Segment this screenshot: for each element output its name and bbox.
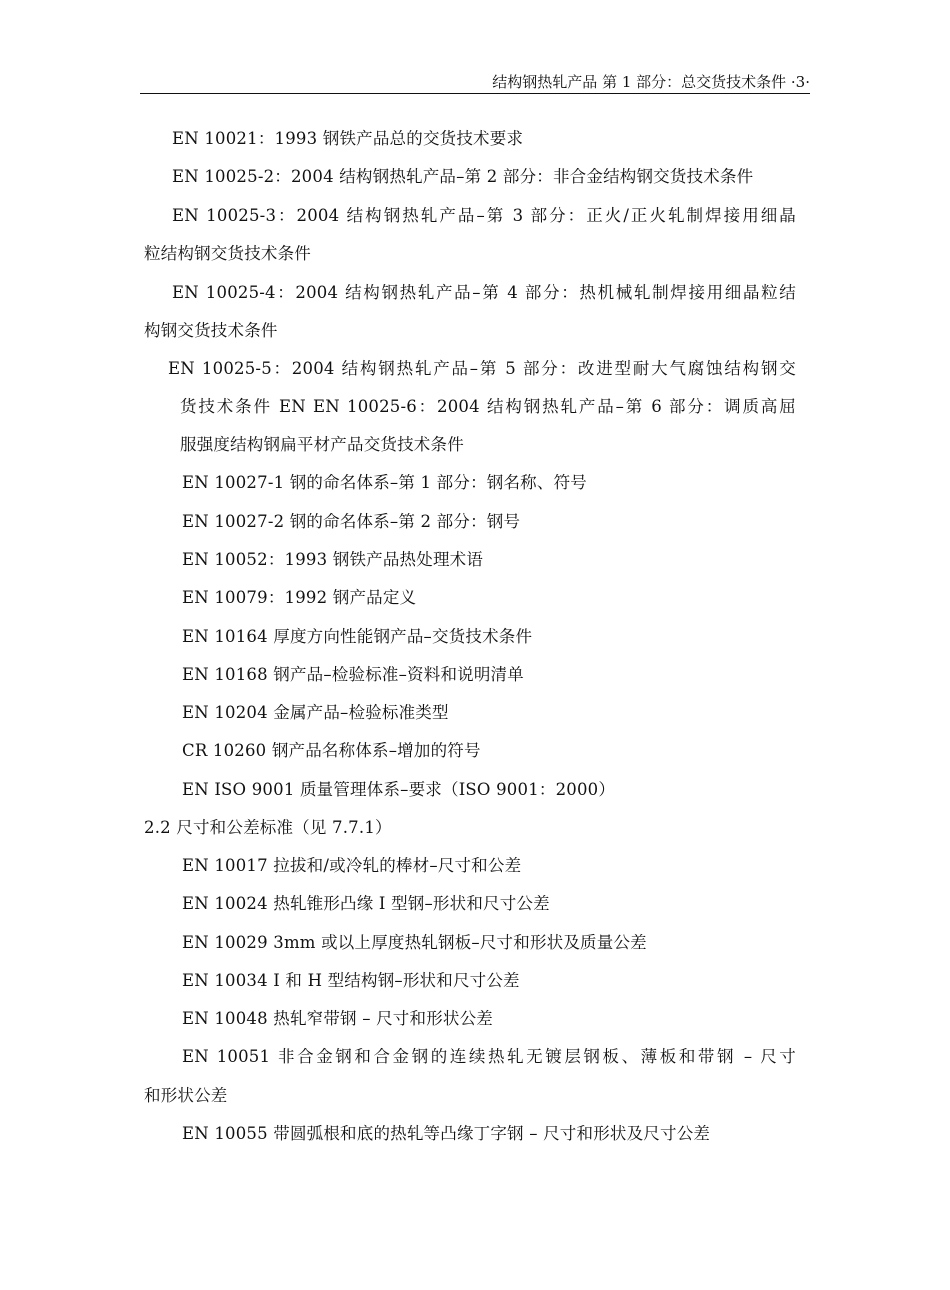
reference-line-continued: 构钢交货技术条件 [144,321,278,340]
reference-line: EN 10204 金属产品–检验标准类型 [182,703,449,722]
reference-line: EN 10051 非合金钢和合金钢的连续热轧无镀层钢板、薄板和带钢 – 尺寸 [182,1047,796,1066]
reference-line-continued: 粒结构钢交货技术条件 [144,244,311,263]
reference-line: EN 10034 I 和 H 型结构钢–形状和尺寸公差 [182,971,520,990]
reference-line-continued: 和形状公差 [144,1086,228,1105]
reference-line: EN 10017 拉拔和/或冷轧的棒材–尺寸和公差 [182,856,522,875]
reference-line: EN ISO 9001 质量管理体系–要求（ISO 9001：2000） [182,780,616,799]
reference-line: EN 10025-2：2004 结构钢热轧产品–第 2 部分：非合金结构钢交货技术条件 [172,167,754,186]
reference-line: EN 10025-4：2004 结构钢热轧产品–第 4 部分：热机械轧制焊接用细晶粒结 [172,283,796,302]
reference-line-continued: 服强度结构钢扁平材产品交货技术条件 [180,435,464,454]
reference-line: EN 10024 热轧锥形凸缘 I 型钢–形状和尺寸公差 [182,894,550,913]
reference-line: EN 10025-5：2004 结构钢热轧产品–第 5 部分：改进型耐大气腐蚀结构钢交 [168,359,796,378]
reference-line: EN 10048 热轧窄带钢 – 尺寸和形状公差 [182,1009,494,1028]
reference-line: EN 10079：1992 钢产品定义 [182,588,417,607]
section-heading: 2.2 尺寸和公差标准（见 7.7.1） [144,818,392,837]
reference-line: EN 10029 3mm 或以上厚度热轧钢板–尺寸和形状及质量公差 [182,933,647,952]
reference-line: EN 10021：1993 钢铁产品总的交货技术要求 [172,129,524,148]
reference-line: EN 10055 带圆弧根和底的热轧等凸缘丁字钢 – 尺寸和形状及尺寸公差 [182,1124,711,1143]
reference-line: EN 10052：1993 钢铁产品热处理术语 [182,550,484,569]
reference-line-continued: 货技术条件 EN EN 10025-6：2004 结构钢热轧产品–第 6 部分：调质高屈 [180,397,796,416]
reference-line: EN 10027-1 钢的命名体系–第 1 部分：钢名称、符号 [182,473,587,492]
reference-line: EN 10168 钢产品–检验标准–资料和说明清单 [182,665,524,684]
reference-line: CR 10260 钢产品名称体系–增加的符号 [182,741,481,760]
reference-line: EN 10164 厚度方向性能钢产品–交货技术条件 [182,627,533,646]
running-header: 结构钢热轧产品 第 1 部分：总交货技术条件 ·3· [492,73,810,91]
reference-line: EN 10027-2 钢的命名体系–第 2 部分：钢号 [182,512,521,531]
reference-line: EN 10025-3：2004 结构钢热轧产品–第 3 部分：正火/正火轧制焊接用细晶 [172,206,796,225]
